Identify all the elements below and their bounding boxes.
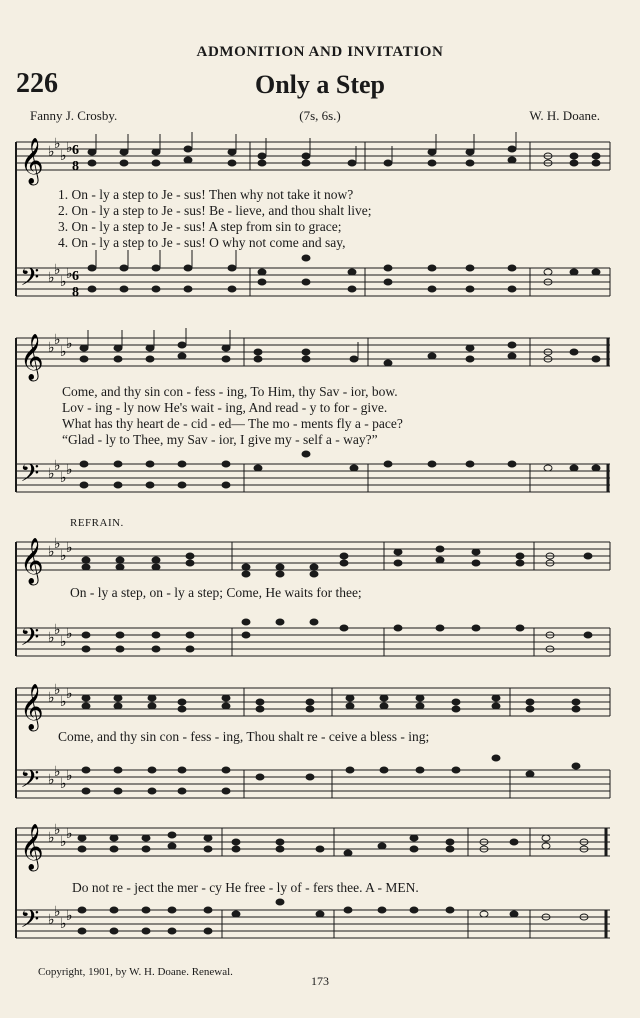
verse-4-line-2: “Glad - ly to Thee, my Sav - ior, I give my - self a - way?” <box>62 432 378 447</box>
svg-text:♭: ♭ <box>48 270 55 286</box>
verse-1-line-1: 1. On - ly a step to Je - sus! Then why not take it now? <box>58 187 354 202</box>
svg-text:♭: ♭ <box>54 764 61 780</box>
svg-text:♭: ♭ <box>48 830 55 846</box>
svg-text:♭: ♭ <box>66 908 73 924</box>
verse-3-line-1: 3. On - ly a step to Je - sus! A step from sin to grace; <box>58 219 342 234</box>
bass-clef-icon: 𝄢 <box>20 623 40 658</box>
svg-text:♭: ♭ <box>66 266 73 282</box>
svg-text:♭: ♭ <box>54 904 61 920</box>
meter-label: (7s, 6s.) <box>299 108 341 123</box>
hymn-title: Only a Step <box>254 70 386 99</box>
svg-text:♭: ♭ <box>60 834 67 850</box>
section-heading: ADMONITION AND INVITATION <box>196 44 444 60</box>
svg-text:♭: ♭ <box>54 458 61 474</box>
svg-text:♭: ♭ <box>66 540 73 556</box>
svg-text:6: 6 <box>72 269 79 284</box>
svg-text:♭: ♭ <box>54 622 61 638</box>
treble-clef-icon: 𝄞 <box>20 538 44 584</box>
verse-2-line-1: 2. On - ly a step to Je - sus! Be - lieve, and thou shalt live; <box>58 203 372 218</box>
svg-text:♭: ♭ <box>60 776 67 792</box>
svg-text:♭: ♭ <box>60 634 67 650</box>
bass-clef-icon: 𝄢 <box>20 263 40 298</box>
verse-2-line-2: Lov - ing - ly now He's wait - ing, And read - y to for - give. <box>62 400 388 415</box>
svg-text:♭: ♭ <box>60 344 67 360</box>
svg-text:6: 6 <box>72 143 79 158</box>
bass-notes <box>88 250 600 292</box>
svg-text:♭: ♭ <box>54 682 61 698</box>
svg-text:8: 8 <box>72 159 79 174</box>
svg-text:♭: ♭ <box>48 912 55 928</box>
svg-text:♭: ♭ <box>48 630 55 646</box>
svg-text:♭: ♭ <box>66 140 73 156</box>
verse-3-line-2: What has thy heart de - cid - ed— The mo - ments fly a - pace? <box>62 416 403 431</box>
svg-text:♭: ♭ <box>54 822 61 838</box>
verse-1-line-2: Come, and thy sin con - fess - ing, To Him, thy Sav - ior, bow. <box>62 384 398 399</box>
copyright-notice: Copyright, 1901, by W. H. Doane. Renewal. <box>38 966 233 978</box>
page-number: 173 <box>311 974 329 988</box>
svg-text:♭: ♭ <box>54 536 61 552</box>
svg-text:♭: ♭ <box>66 768 73 784</box>
bass-staff <box>16 268 610 296</box>
composer-credit: W. H. Doane. <box>529 108 600 123</box>
svg-text:♭: ♭ <box>54 136 61 152</box>
bass-clef-icon: 𝄢 <box>20 459 40 494</box>
refrain-line-1: On - ly a step, on - ly a step; Come, He waits for thee; <box>70 585 362 600</box>
svg-text:♭: ♭ <box>66 336 73 352</box>
svg-text:♭: ♭ <box>60 148 67 164</box>
svg-text:♭: ♭ <box>60 548 67 564</box>
bass-clef-icon: 𝄢 <box>20 765 40 800</box>
svg-text:♭: ♭ <box>48 690 55 706</box>
refrain-line-2: Come, and thy sin con - fess - ing, Thou shalt re - ceive a bless - ing; <box>58 729 430 744</box>
svg-text:♭: ♭ <box>54 262 61 278</box>
svg-text:♭: ♭ <box>48 340 55 356</box>
svg-text:♭: ♭ <box>48 466 55 482</box>
svg-text:♭: ♭ <box>60 274 67 290</box>
svg-text:♭: ♭ <box>60 470 67 486</box>
treble-staff <box>16 142 610 170</box>
svg-text:8: 8 <box>72 285 79 300</box>
author-credit: Fanny J. Crosby. <box>30 108 118 123</box>
svg-text:♭: ♭ <box>54 332 61 348</box>
svg-text:♭: ♭ <box>48 144 55 160</box>
svg-text:♭: ♭ <box>66 462 73 478</box>
treble-clef-icon: 𝄞 <box>20 684 44 730</box>
svg-text:♭: ♭ <box>66 686 73 702</box>
svg-text:♭: ♭ <box>48 544 55 560</box>
svg-text:♭: ♭ <box>60 916 67 932</box>
hymn-number: 226 <box>16 68 58 99</box>
svg-text:♭: ♭ <box>66 626 73 642</box>
refrain-label: REFRAIN. <box>70 517 124 529</box>
refrain-line-3: Do not re - ject the mer - cy He free - ly of - fers thee. A - MEN. <box>72 880 419 895</box>
treble-clef-icon: 𝄞 <box>20 138 44 184</box>
svg-text:♭: ♭ <box>60 694 67 710</box>
svg-text:♭: ♭ <box>48 772 55 788</box>
treble-clef-icon: 𝄞 <box>20 334 44 380</box>
bass-clef-icon: 𝄢 <box>20 905 40 940</box>
treble-clef-icon: 𝄞 <box>20 824 44 870</box>
verse-4-line-1: 4. On - ly a step to Je - sus! O why not come and say, <box>58 235 346 250</box>
svg-text:♭: ♭ <box>66 826 73 842</box>
